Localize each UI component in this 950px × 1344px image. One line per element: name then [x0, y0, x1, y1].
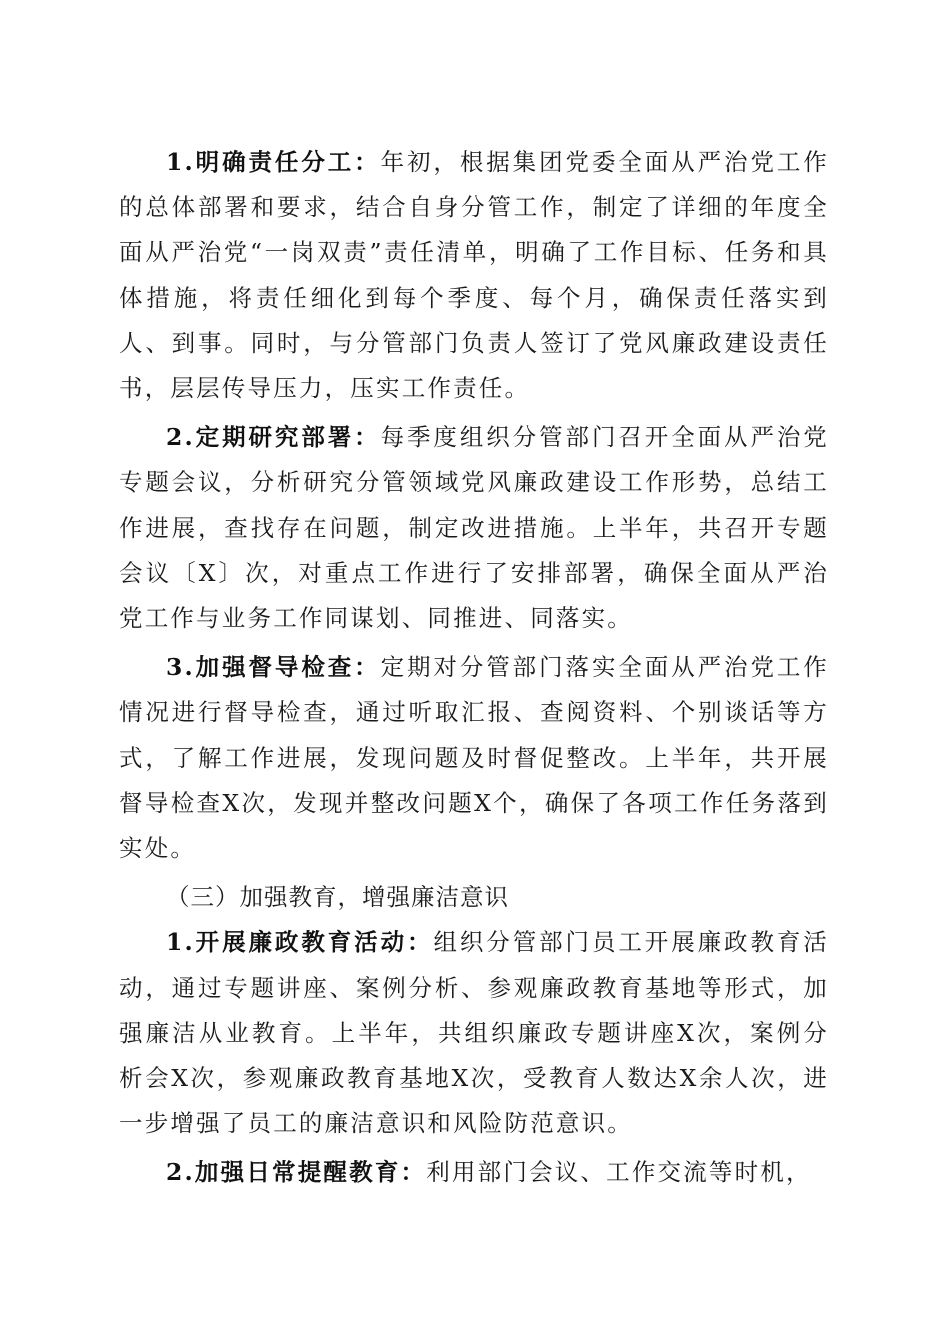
paragraph-lead: 3.加强督导检查： — [166, 653, 381, 682]
paragraph-text: 年初，根据集团党委全面从严治党工作的总体部署和要求，结合自身分管工作，制定了详细的年度全面从严治党“一岗双责”责任清单，明确了工作目标、任务和具体措施，将责任细化到每个季度、每个月，确保责任落实到人、到事。同时，与分管部门负责人签订了党风廉政建设责任书，层层传导压力，压实工作责任。 — [119, 148, 829, 403]
paragraph-lead: 1.开展廉政教育活动： — [166, 928, 434, 957]
paragraph-text: 组织分管部门员工开展廉政教育活动，通过专题讲座、案例分析、参观廉政教育基地等形式，加强廉洁从业教育。上半年，共组织廉政专题讲座X次，案例分析会X次，参观廉政教育基地X次，受教育人数达X余人次，进一步增强了员工的廉洁意识和风险防范意识。 — [119, 928, 830, 1138]
paragraph-lead: 2.定期研究部署： — [166, 423, 381, 452]
paragraph-lead: 1.明确责任分工： — [166, 148, 381, 176]
paragraph-supervision — [119, 645, 829, 871]
paragraph-research-deployment — [119, 415, 829, 641]
paragraph-text: 每季度组织分管部门召开全面从严治党专题会议，分析研究分管领域党风廉政建设工作形势，总结工作进展，查找存在问题，制定改进措施。上半年，共召开专题会议〔X〕次，对重点工作进行了安排部署，确保全面从严治党工作与业务工作同谋划、同推进、同落实。 — [119, 423, 829, 633]
paragraph-integrity-education — [119, 920, 829, 1146]
paragraph-text: 利用部门会议、工作交流等时机， — [426, 1158, 812, 1187]
paragraph-text: 定期对分管部门落实全面从严治党工作情况进行督导检查，通过听取汇报、查阅资料、个别谈话等方式，了解工作进展，发现问题及时督促整改。上半年，共开展督导检查X次，发现并整改问题X个，确保了各项工作任务落到实处。 — [119, 653, 829, 863]
section-heading: （三）加强教育，增强廉洁意识 — [166, 883, 509, 912]
paragraph-responsibility — [119, 140, 829, 411]
paragraph-lead: 2.加强日常提醒教育： — [166, 1158, 427, 1187]
paragraph-daily-reminder — [119, 1150, 829, 1195]
document-body — [119, 140, 829, 1196]
